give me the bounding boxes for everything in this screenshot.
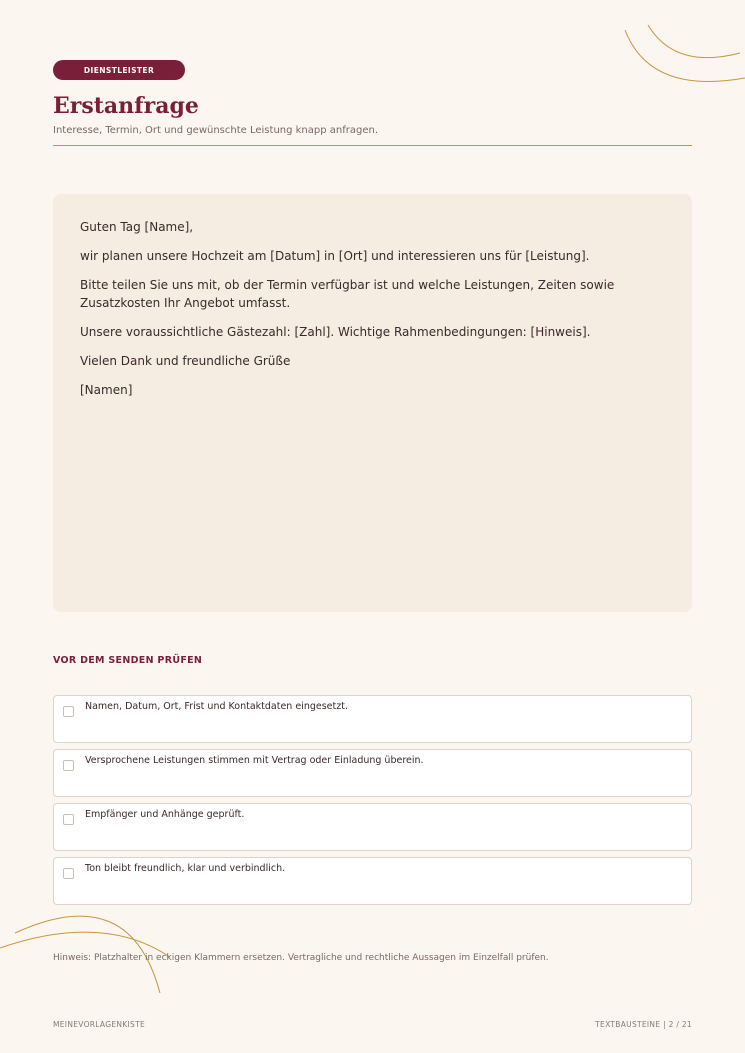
checklist [53, 695, 692, 911]
checklist-item [53, 803, 692, 851]
checkbox[interactable] [63, 760, 74, 771]
page-subtitle: Interesse, Termin, Ort und gewünschte Leistung knapp anfragen. [53, 125, 379, 136]
checklist-item [53, 695, 692, 743]
decorative-arc-top-right [600, 0, 745, 85]
letter-paragraph: Bitte teilen Sie uns mit, ob der Termin verfügbar ist und welche Leistungen, Zeiten sowie Zusatzkosten Ihr Angebot umfasst. [80, 278, 615, 310]
hint-note: Hinweis: Platzhalter in eckigen Klammern ersetzen. Vertragliche und rechtliche Aussagen im Einzelfall prüfen. [53, 953, 549, 963]
letter-paragraph: Unsere voraussichtliche Gästezahl: [Zahl]. Wichtige Rahmenbedingungen: [Hinweis]. [80, 325, 591, 339]
checklist-item [53, 749, 692, 797]
checklist-item-label: Ton bleibt freundlich, klar und verbindlich. [85, 863, 286, 874]
footer-page-info: TEXTBAUSTEINE | 2 / 21 [595, 1020, 692, 1029]
checklist-heading: VOR DEM SENDEN PRÜFEN [53, 655, 203, 666]
checkbox[interactable] [63, 706, 74, 717]
category-badge: DIENSTLEISTER [53, 60, 185, 80]
letter-closing: Vielen Dank und freundliche Grüße [80, 354, 291, 368]
footer-brand: MEINEVORLAGENKISTE [53, 1020, 146, 1029]
letter-paragraph: wir planen unsere Hochzeit am [Datum] in [Ort] und interessieren uns für [Leistung]. [80, 249, 590, 263]
letter-signature: [Namen] [80, 383, 133, 397]
letter-template-box [53, 194, 692, 612]
letter-greeting: Guten Tag [Name], [80, 220, 194, 234]
checkbox[interactable] [63, 868, 74, 879]
page-title: Erstanfrage [53, 93, 199, 119]
checklist-item-label: Empfänger und Anhänge geprüft. [85, 809, 245, 820]
checklist-item-label: Versprochene Leistungen stimmen mit Vertrag oder Einladung überein. [85, 755, 424, 766]
checklist-item-label: Namen, Datum, Ort, Frist und Kontaktdaten eingesetzt. [85, 701, 348, 712]
header-divider [53, 145, 692, 146]
checklist-item [53, 857, 692, 905]
checkbox[interactable] [63, 814, 74, 825]
